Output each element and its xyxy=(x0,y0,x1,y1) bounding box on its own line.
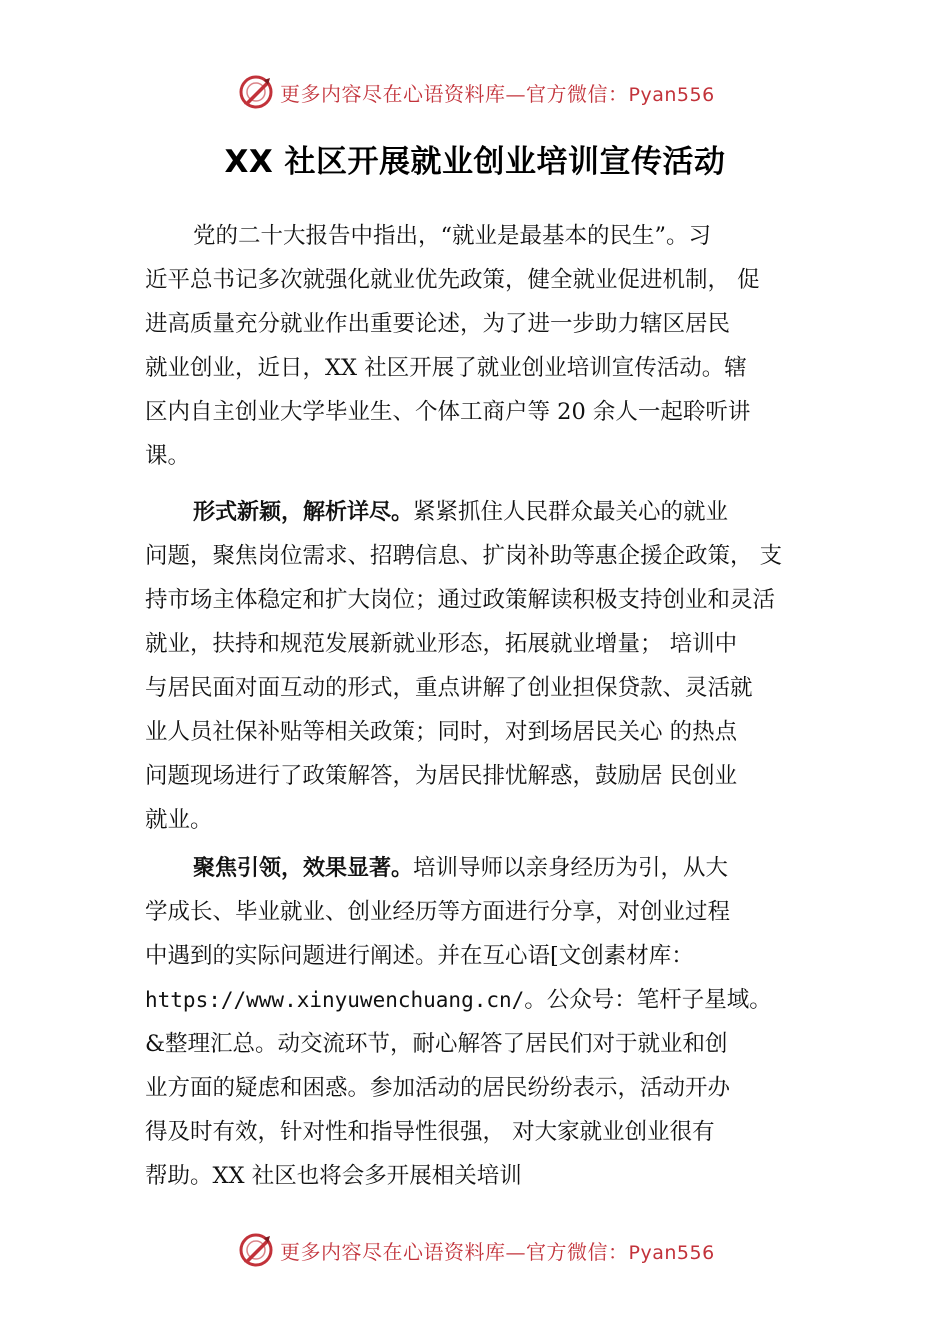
watermark-text: 更多内容尽在心语资料库—官方微信：Pyan556 xyxy=(280,1239,715,1264)
paragraph-2 xyxy=(145,490,835,842)
text-line: 近平总书记多次就强化就业优先政策，健全就业促进机制， 促 xyxy=(145,267,760,293)
text-line: 帮助。XX 社区也将会多开展相关培训 xyxy=(145,1163,522,1189)
text-line: 中遇到的实际问题进行阐述。并在互心语[文创素材库： xyxy=(145,943,694,969)
brush-logo-icon xyxy=(238,1232,274,1268)
paragraph-heading: 聚焦引领，效果显著。 xyxy=(193,856,414,881)
text-line: 就业。 xyxy=(145,807,213,833)
paragraph-1 xyxy=(145,214,835,478)
text-line: 聚焦引领，效果显著。培训导师以亲身经历为引，从大 xyxy=(193,855,729,881)
url-text: https://www.xinyuwenchuang.cn/ xyxy=(145,988,525,1012)
text-line: https://www.xinyuwenchuang.cn/。公众号：笔杆子星域。 xyxy=(145,987,772,1013)
text-line: 形式新颖，解析详尽。紧紧抓住人民群众最关心的就业 xyxy=(193,499,729,525)
text-line: 学成长、毕业就业、创业经历等方面进行分享，对创业过程 xyxy=(145,899,731,925)
watermark-text: 更多内容尽在心语资料库—官方微信：Pyan556 xyxy=(280,81,715,106)
text-line: 得及时有效，针对性和指导性很强， 对大家就业创业很有 xyxy=(145,1119,715,1145)
text-line: 问题，聚焦岗位需求、招聘信息、扩岗补助等惠企援企政策， 支 xyxy=(145,543,783,569)
document-title: XX 社区开展就业创业培训宣传活动 xyxy=(224,144,726,180)
text-line: 党的二十大报告中指出，“就业是最基本的民生”。习 xyxy=(193,223,712,249)
text-line: 课。 xyxy=(145,443,191,469)
text-line: &整理汇总。动交流环节，耐心解答了居民们对于就业和创 xyxy=(145,1031,728,1057)
text-line: 就业创业，近日，XX 社区开展了就业创业培训宣传活动。辖 xyxy=(145,355,747,381)
brush-logo-icon xyxy=(238,74,274,110)
paragraph-heading: 形式新颖，解析详尽。 xyxy=(193,500,414,525)
watermark-banner-bottom xyxy=(0,1228,950,1272)
text-line: 就业，扶持和规范发展新就业形态，拓展就业增量； 培训中 xyxy=(145,631,738,657)
text-line: 业人员社保补贴等相关政策；同时，对到场居民关心 的热点 xyxy=(145,719,738,745)
text-line: 进高质量充分就业作出重要论述，为了进一步助力辖区居民 xyxy=(145,311,731,337)
paragraph-3 xyxy=(145,846,835,1198)
text-line: 区内自主创业大学毕业生、个体工商户等 20 余人一起聆听讲 xyxy=(145,399,751,425)
watermark-banner-top xyxy=(0,70,950,114)
text-line: 持市场主体稳定和扩大岗位；通过政策解读积极支持创业和灵活 xyxy=(145,587,776,613)
text-line: 问题现场进行了政策解答，为居民排忧解惑，鼓励居 民创业 xyxy=(145,763,738,789)
text-line: 业方面的疑虑和困惑。参加活动的居民纷纷表示，活动开办 xyxy=(145,1075,731,1101)
text-line: 与居民面对面互动的形式，重点讲解了创业担保贷款、灵活就 xyxy=(145,675,753,701)
